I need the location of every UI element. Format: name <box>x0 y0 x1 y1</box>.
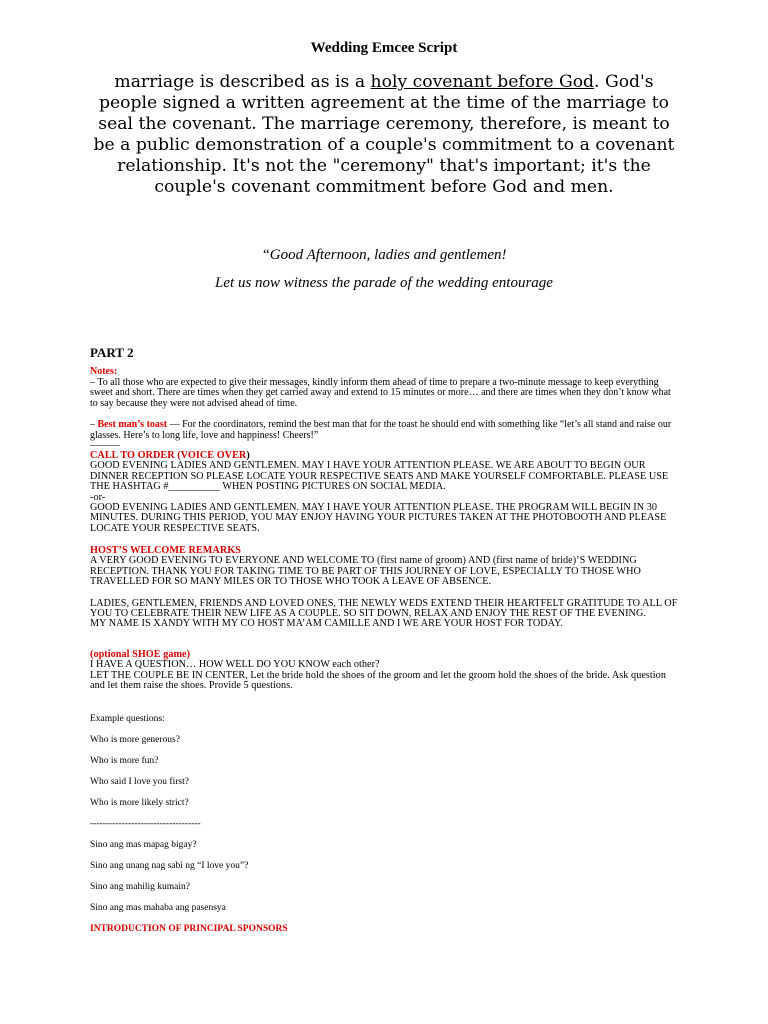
question-tl-4: Sino ang mas mahaba ang pasensya <box>90 903 226 913</box>
question-en-2: Who is more fun? <box>90 756 159 766</box>
shoe-game-line-2: LET THE COUPLE BE IN CENTER, Let the bride hold the shoes of the groom and let the groom hold the shoes of the bride. Ask question and let them raise the shoes. Provide 5 questions. <box>90 669 666 692</box>
questions-divider: ----------------------------------- <box>90 819 201 829</box>
quote-entourage: Let us now witness the parade of the wedding entourage <box>215 275 553 291</box>
notes-section <box>90 367 680 409</box>
best-man-label: Best man’s toast <box>97 419 168 430</box>
quote-greeting: “Good Afternoon, ladies and gentlemen! <box>261 247 507 263</box>
call-to-order-or: -or- <box>90 491 106 503</box>
shoe-game-line-1: I HAVE A QUESTION… HOW WELL DO YOU KNOW each other? <box>90 659 380 671</box>
question-en-3: Who said I love you first? <box>90 777 189 787</box>
question-tl-2: Sino ang unang nag sabi ng “I love you”? <box>90 861 249 871</box>
shoe-game-heading: (optional SHOE game) <box>90 649 191 660</box>
best-man-prefix: – <box>90 419 98 430</box>
call-to-order-section <box>90 451 680 534</box>
examples-label: Example questions: <box>90 714 165 724</box>
call-to-order-heading-text: CALL TO ORDER (VOICE OVER <box>90 450 247 461</box>
notes-rule: ——— <box>90 440 120 451</box>
call-to-order-heading-close: ) <box>246 450 250 461</box>
best-man-note <box>90 420 680 441</box>
question-tl-3: Sino ang mahilig kumain? <box>90 882 191 892</box>
notes-item-1: – To all those who are expected to give their messages, kindly inform them ahead of time to prepare a two-minute message to keep everything sweet and short. There are times when they get carried away and extend to 15 minutes or more… and there are times when they don’t know what to say because they were not advised ahead of time. <box>90 376 671 409</box>
question-en-1: Who is more generous? <box>90 735 180 745</box>
intro-underlined: holy covenant before God <box>370 72 595 92</box>
intro-post: . God's people signed a written agreement at the time of the marriage to seal the covenant. The marriage ceremony, therefore, is meant to be a public demonstration of a couple's commitment to a covenant relationship. It's not the "ceremony" that's important; it's the couple's covenant commitment before God and men. <box>93 72 675 197</box>
principal-sponsors-heading: INTRODUCTION OF PRINCIPAL SPONSORS <box>90 924 288 934</box>
question-tl-1: Sino ang mas mapag bigay? <box>90 840 197 850</box>
host-welcome-section <box>90 546 680 630</box>
best-man-text: — For the coordinators, remind the best man that for the toast he should end with something like “let’s all stand and raise our glasses. Here’s to long life, love and happiness! Cheers!” <box>90 419 672 441</box>
call-to-order-text-2: GOOD EVENING LADIES AND GENTLEMEN. MAY I HAVE YOUR ATTENTION PLEASE. THE PROGRAM WILL BEGIN IN 30 MINUTES. DURING THIS PERIOD, YOU MAY ENJOY HAVING YOUR PICTURES TAKEN AT THE PHOTOBOOTH AND PLEASE LOCATE YOUR RESPECTIVE SEATS. <box>90 502 667 534</box>
shoe-game-section <box>90 650 680 692</box>
host-welcome-text-2: LADIES, GENTLEMEN, FRIENDS AND LOVED ONES, THE NEWLY WEDS EXTEND THEIR HEARTFELT GRATITUDE TO ALL OF YOU TO CELEBRATE THEIR NEW LIFE AS A COUPLE. SO SIT DOWN, RELAX AND ENJOY THE REST OF THE EVENING. <box>90 597 678 620</box>
notes-label: Notes: <box>90 366 118 377</box>
intro-paragraph <box>90 72 678 198</box>
question-en-4: Who is more likely strict? <box>90 798 189 808</box>
intro-pre: marriage is described as is a <box>114 72 371 92</box>
part-heading: PART 2 <box>90 345 134 360</box>
host-welcome-text-3: MY NAME IS XANDY WITH MY CO HOST MA’AM CAMILLE AND I WE ARE YOUR HOST FOR TODAY. <box>90 618 563 630</box>
call-to-order-text-1: GOOD EVENING LADIES AND GENTLEMEN. MAY I HAVE YOUR ATTENTION PLEASE. WE ARE ABOUT TO BEGIN OUR DINNER RECEPTION SO PLEASE LOCATE YOUR RESPECTIVE SEATS AND MAKE YOURSELF COMFORTABLE. PLEASE USE THE HASHTAG #__________ WHEN POSTING PICTURES ON SOCIAL MEDIA. <box>90 460 669 493</box>
document-title: Wedding Emcee Script <box>310 40 458 56</box>
host-welcome-text-1: A VERY GOOD EVENING TO EVERYONE AND WELCOME TO (first name of groom) AND (first name of bride)’S WEDDING RECEPTION. THANK YOU FOR TAKING TIME TO BE PART OF THIS JOURNEY OF LOVE, ESPECIALLY TO THOSE WHO TRAVELLED FOR SO MANY MILES OR TO THOSE WHO TOOK A LEAVE OF ABSENCE. <box>90 555 641 588</box>
host-welcome-heading: HOST’S WELCOME REMARKS <box>90 545 241 556</box>
